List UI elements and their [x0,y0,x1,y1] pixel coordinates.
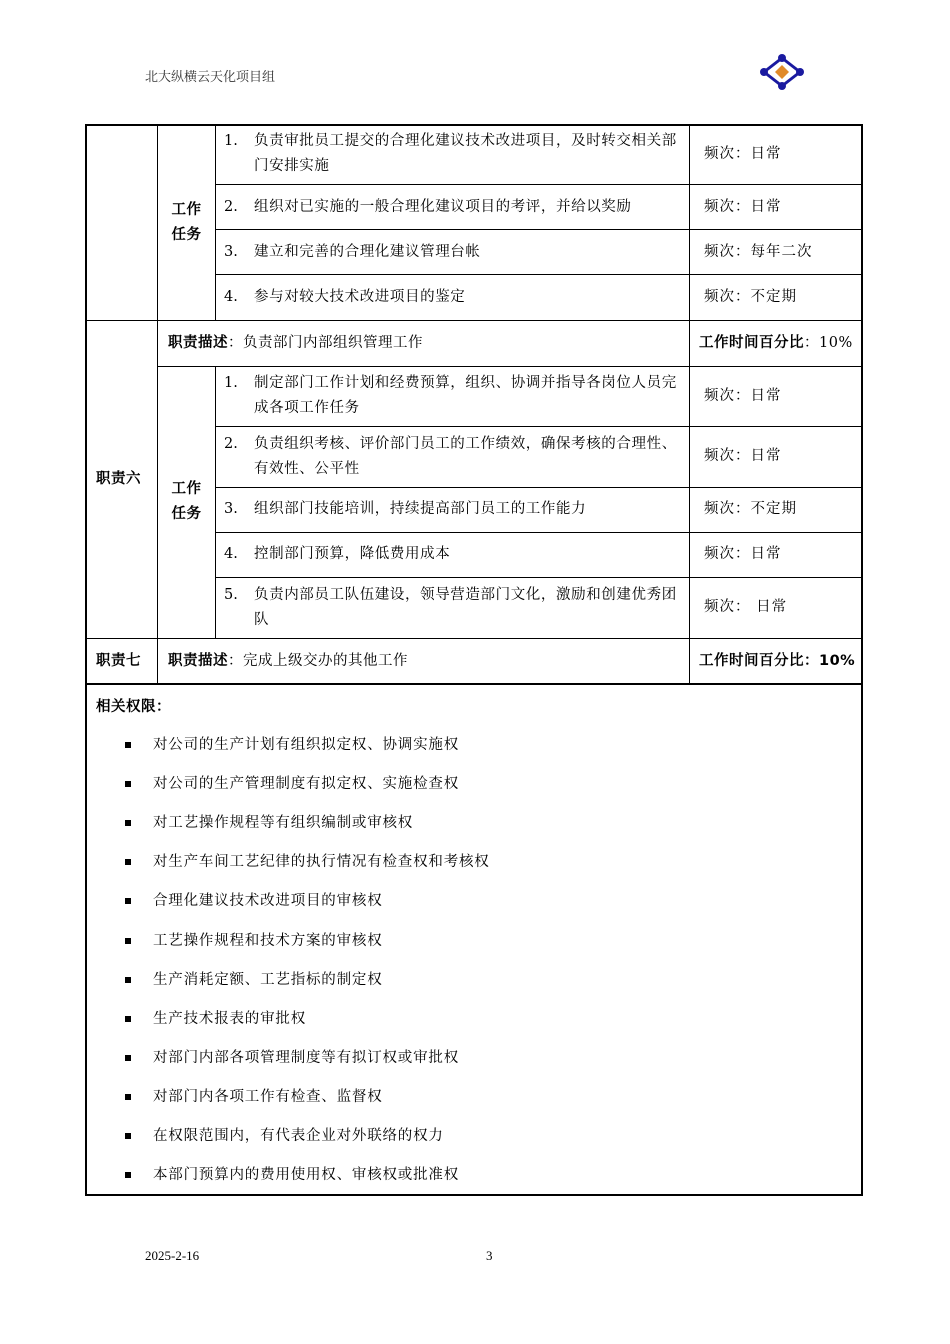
desc-text: 负责部门内部组织管理工作 [243,335,423,351]
permission-item: 对公司的生产管理制度有拟定权、实施检查权 [153,776,459,792]
duty-title: 职责七 [96,653,141,669]
task-number: 3. [224,244,238,260]
task-frequency: 频次： 日常 [704,599,788,615]
task-text: 组织对已实施的一般合理化建议项目的考评，并给以奖励 [254,199,632,215]
task-text: 制定部门工作计划和经费预算，组织、协调并指导各岗位人员完成各项工作任务 [254,375,677,416]
task-frequency: 频次：日常 [704,388,782,404]
task-frequency: 频次：日常 [704,546,782,562]
row-divider [215,532,861,533]
desc-colon: ： [228,653,243,669]
duty-description [168,649,408,674]
permissions-title [96,695,171,720]
permission-item: 工艺操作规程和技术方案的审核权 [153,933,383,949]
task-number: 2. [224,436,238,452]
task-text: 控制部门预算，降低费用成本 [254,546,451,562]
header-org-name: 北大纵横云天化项目组 [145,70,276,85]
task-text: 建立和完善的合理化建议管理台帐 [254,244,481,260]
task-frequency: 频次：每年二次 [704,244,813,260]
pct-value: 10% [819,335,853,351]
row-divider [215,184,861,185]
task-frequency: 频次：日常 [704,448,782,464]
task-number: 3. [224,501,238,517]
bullet-icon [125,1133,131,1139]
task-number: 4. [224,546,238,562]
permission-item: 生产消耗定额、工艺指标的制定权 [153,972,383,988]
task-frequency: 频次：不定期 [704,501,797,517]
bullet-icon [125,781,131,787]
bullet-icon [125,859,131,865]
permission-item: 对生产车间工艺纪律的执行情况有检查权和考核权 [153,854,490,870]
page-number: 3 [486,1248,493,1263]
permission-item: 对工艺操作规程等有组织编制或审核权 [153,815,414,831]
row-divider [215,487,861,488]
task-frequency: 频次：不定期 [704,289,797,305]
permission-item: 对公司的生产计划有组织拟定权、协调实施权 [153,737,459,753]
task-text: 组织部门技能培训，持续提高部门员工的工作能力 [254,501,587,517]
desc-text: 完成上级交办的其他工作 [243,653,408,669]
pct-label: 工作时间百分比 [699,335,804,351]
task-text: 负责审批员工提交的合理化建议技术改进项目，及时转交相关部门安排实施 [254,133,677,174]
section-divider [86,683,861,685]
desc-label: 职责描述 [168,653,228,669]
task-number: 1. [224,133,238,149]
pct-colon: ： [804,653,819,669]
bullet-icon [125,1172,131,1178]
time-percentage [699,331,853,356]
row-divider [215,577,861,578]
row-divider [215,274,861,275]
col-divider [215,125,216,321]
permission-item: 本部门预算内的费用使用权、审核权或批准权 [153,1167,459,1183]
task-number: 4. [224,289,238,305]
row-divider [215,229,861,230]
permissions-title-colon: ： [156,699,171,715]
col-divider [689,125,690,684]
time-percentage [699,649,855,674]
bullet-icon [125,898,131,904]
row-divider [86,638,861,639]
company-logo [758,52,806,92]
permission-item: 对部门内各项工作有检查、监督权 [153,1089,383,1105]
col-divider [215,366,216,639]
bullet-icon [125,1094,131,1100]
task-label: 工作 任务 [171,481,202,522]
desc-colon: ： [228,335,243,351]
task-text: 负责内部员工队伍建设，领导营造部门文化，激励和创建优秀团队 [254,587,677,628]
desc-label: 职责描述 [168,335,228,351]
task-number: 2. [224,199,238,215]
bullet-icon [125,1016,131,1022]
task-number: 1. [224,375,238,391]
pct-label: 工作时间百分比 [699,653,804,669]
bullet-icon [125,977,131,983]
bullet-icon [125,820,131,826]
task-text: 参与对较大技术改进项目的鉴定 [254,289,466,305]
task-frequency: 频次：日常 [704,146,782,162]
duty-title: 职责六 [96,471,141,487]
bullet-icon [125,938,131,944]
task-frequency: 频次：日常 [704,199,782,215]
row-divider [215,426,861,427]
bullet-icon [125,742,131,748]
permission-item: 生产技术报表的审批权 [153,1011,306,1027]
duty-description [168,331,423,356]
row-divider [158,366,861,367]
permission-item: 合理化建议技术改进项目的审核权 [153,893,383,909]
permission-item: 对部门内部各项管理制度等有拟订权或审批权 [153,1050,459,1066]
bullet-icon [125,1055,131,1061]
row-divider [86,320,861,321]
footer-date: 2025-2-16 [145,1248,200,1263]
pct-value: 10% [819,653,856,669]
pct-colon: ： [804,335,819,351]
task-number: 5. [224,587,238,603]
permissions-title-text: 相关权限 [96,699,156,715]
task-label: 工作 任务 [171,202,202,243]
task-text: 负责组织考核、评价部门员工的工作绩效，确保考核的合理性、有效性、公平性 [254,436,677,477]
permission-item: 在权限范围内，有代表企业对外联络的权力 [153,1128,444,1144]
